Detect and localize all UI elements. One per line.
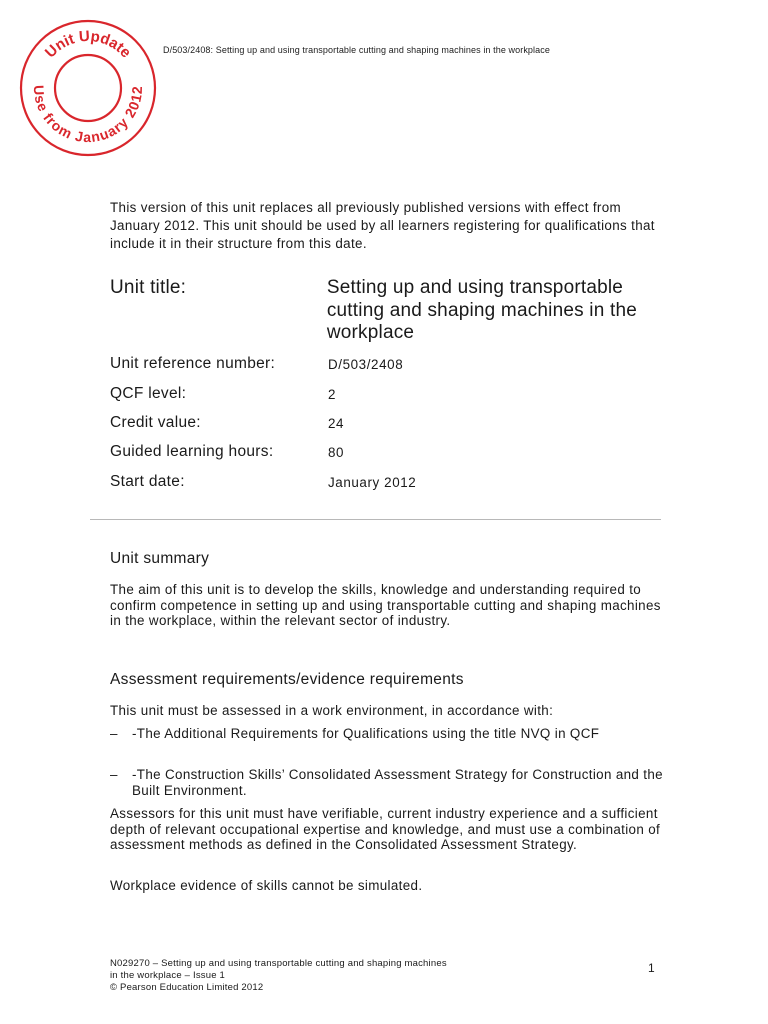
running-head: D/503/2408: Setting up and using transportable cutting and shaping machines in the workplace [163,45,550,55]
bullet-text: -The Construction Skills’ Consolidated Assessment Strategy for Construction and the Built Environment. [132,767,663,798]
bullet-dash: – [110,726,118,741]
unit-reference-row [110,355,670,385]
qcf-level-row [110,385,670,414]
bullet-dash: – [110,767,118,782]
footer-line: N029270 – Setting up and using transportable cutting and shaping machines [110,958,447,969]
credit-value-label: Credit value: [110,414,201,431]
intro-paragraph: This version of this unit replaces all previously published versions with effect from January 2012. This unit should be used by all learners registering for qualifications that include it in their structure from this date. [110,200,655,251]
qcf-level-label: QCF level: [110,385,187,402]
assessment-intro: This unit must be assessed in a work environment, in accordance with: [110,703,554,718]
section-divider [90,519,661,520]
unit-title-row [110,277,670,355]
start-date-row [110,473,670,491]
credit-value-value: 24 [328,416,345,431]
bullet-text: -The Additional Requirements for Qualifications using the title NVQ in QCF [132,726,600,741]
page-footer [110,958,530,994]
unit-title-label: Unit title: [110,277,187,298]
unit-summary-text: The aim of this unit is to develop the skills, knowledge and understanding required to confirm competence in setting up and using transportable cutting and shaping machines in the workplace, within the relevant sector of industry. [110,582,661,628]
footer-copyright: © Pearson Education Limited 2012 [110,982,264,993]
guided-learning-hours-label: Guided learning hours: [110,443,274,460]
unit-update-stamp [18,18,158,158]
workplace-evidence-paragraph: Workplace evidence of skills cannot be simulated. [110,878,423,893]
start-date-value: January 2012 [328,475,417,490]
start-date-label: Start date: [110,473,185,490]
unit-reference-label: Unit reference number: [110,355,276,372]
stamp-bottom-text: Use from January 2012 [30,84,146,146]
credit-value-row [110,414,670,443]
guided-learning-hours-value: 80 [328,445,345,460]
unit-title-value: Setting up and using transportable cutting and shaping machines in the workplace [326,277,637,343]
page-number: 1 [648,961,655,975]
unit-facts [110,277,670,491]
assessment-heading: Assessment requirements/evidence requirements [110,671,464,688]
assessment-bullet [110,767,665,798]
stamp-top-text: Unit Update [41,27,135,62]
guided-learning-hours-row [110,443,670,473]
footer-line: in the workplace – Issue 1 [110,970,226,981]
unit-summary-heading: Unit summary [110,550,210,567]
assessment-bullet [110,726,665,742]
assessors-paragraph: Assessors for this unit must have verifiable, current industry experience and a sufficient depth of relevant occupational expertise and knowledge, and must use a combination of assessment methods as defined in the Consolidated Assessment Strategy. [110,806,661,852]
qcf-level-value: 2 [328,387,337,402]
unit-reference-value: D/503/2408 [328,357,404,372]
